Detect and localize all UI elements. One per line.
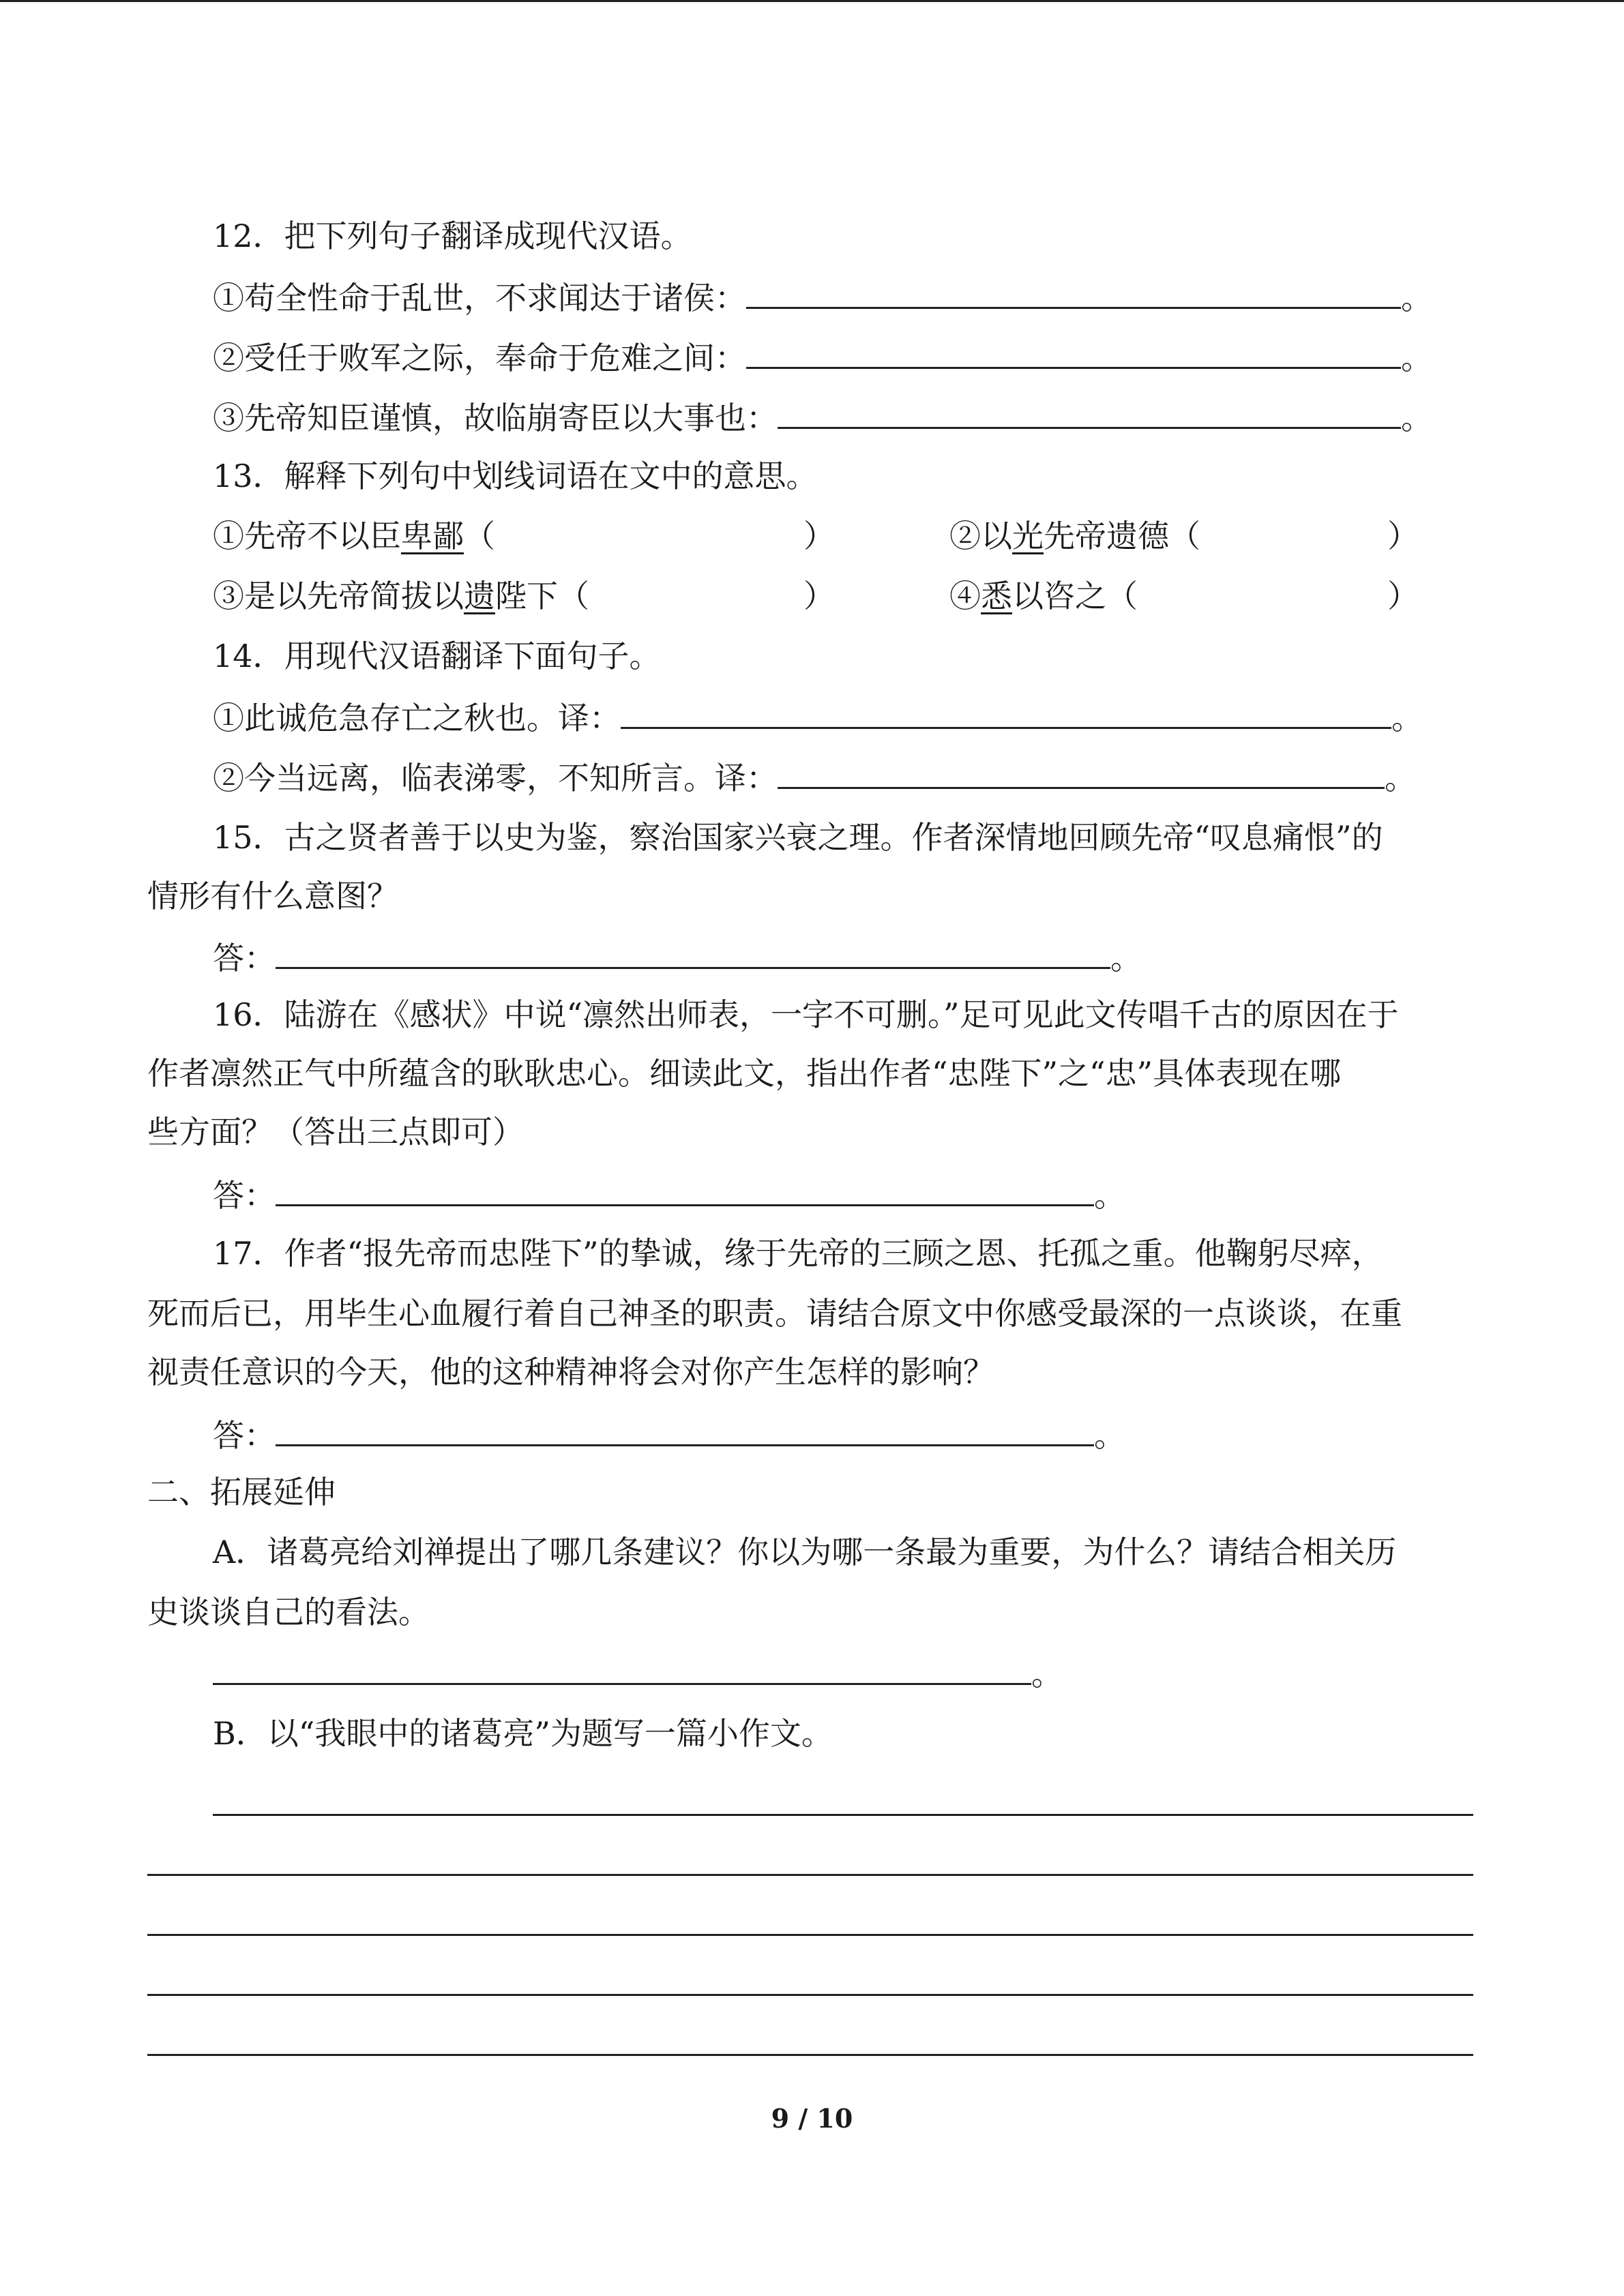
q17-line-3: 视责任意识的今天，他的这种精神将会对你产生怎样的影响？ xyxy=(147,1354,994,1390)
q16-line-2: 作者凛然正气中所蕴含的耿耿忠心。细读此文，指出作者“忠陛下”之“忠”具体表现在哪 xyxy=(147,1055,1342,1092)
q17-line-1: 17．作者“报先帝而忠陛下”的挚诚，缘于先帝的三顾之恩、托孤之重。他鞠躬尽瘁， xyxy=(213,1235,1383,1272)
q13-item-1: ①先帝不以臣卑鄙（ xyxy=(213,518,495,554)
section2-b-title: B．以“我眼中的诸葛亮”为题写一篇小作文。 xyxy=(213,1715,833,1752)
q12-answer-2-blank[interactable] xyxy=(746,337,1401,369)
q13-underlined-word-3: 遗 xyxy=(464,578,495,614)
section2-a-answer: 。 xyxy=(213,1653,1063,1691)
q12-item-2: ②受任于败军之际，奉命于危难之间： 。 xyxy=(213,337,1432,375)
section2-title: 二、拓展延伸 xyxy=(147,1474,336,1510)
q13-close-1: ） xyxy=(803,518,835,554)
q16-answer-blank[interactable] xyxy=(276,1174,1094,1206)
q13-close-2: ） xyxy=(1387,518,1419,554)
q13-item-4: ④悉以咨之（ xyxy=(949,578,1138,614)
section2-a-answer-blank[interactable] xyxy=(213,1653,1031,1685)
q14-answer-2-blank[interactable] xyxy=(778,757,1385,789)
q15-answer: 答： 。 xyxy=(213,937,1142,975)
section2-a-line-1: A．诸葛亮给刘禅提出了哪几条建议？你以为哪一条最为重要，为什么？请结合相关历 xyxy=(213,1534,1397,1570)
q14-item-1: ①此诚危急存亡之秋也。译： 。 xyxy=(213,697,1423,735)
q14-answer-1-blank[interactable] xyxy=(621,697,1391,729)
essay-writing-line-2[interactable] xyxy=(147,1874,1473,1876)
q16-line-1: 16．陆游在《感状》中说“凛然出师表，一字不可删。”足可见此文传唱千古的原因在于 xyxy=(213,996,1399,1033)
q12-answer-3-blank[interactable] xyxy=(778,397,1401,429)
page-top-border xyxy=(0,0,1624,2)
q15-line-1: 15．古之贤者善于以史为鉴，察治国家兴衰之理。作者深情地回顾先帝“叹息痛恨”的 xyxy=(213,819,1383,856)
q13-item-2: ②以光先帝遗德（ xyxy=(949,518,1200,554)
q17-answer: 答： 。 xyxy=(213,1414,1125,1452)
q12-answer-1-blank[interactable] xyxy=(746,277,1401,309)
page-number: 9 / 10 xyxy=(771,2103,853,2134)
q13-underlined-word-4: 悉 xyxy=(981,578,1012,614)
q17-answer-blank[interactable] xyxy=(276,1414,1094,1446)
q13-title: 13．解释下列句中划线词语在文中的意思。 xyxy=(213,458,818,494)
q13-close-4: ） xyxy=(1387,578,1419,614)
q16-answer: 答： 。 xyxy=(213,1174,1125,1212)
essay-writing-line-3[interactable] xyxy=(147,1934,1473,1936)
q16-line-3: 些方面？（答出三点即可） xyxy=(147,1114,524,1150)
q12-item-1: ①苟全性命于乱世，不求闻达于诸侯： 。 xyxy=(213,277,1432,315)
q14-title: 14．用现代汉语翻译下面句子。 xyxy=(213,638,661,674)
q15-line-2: 情形有什么意图？ xyxy=(147,878,398,914)
q15-answer-blank[interactable] xyxy=(276,937,1110,969)
q12-title: 12．把下列句子翻译成现代汉语。 xyxy=(213,218,692,254)
q13-underlined-word-2: 光 xyxy=(1012,518,1044,554)
q14-item-2: ②今当远离，临表涕零，不知所言。译： 。 xyxy=(213,757,1416,795)
q13-item-3: ③是以先帝简拔以遗陛下（ xyxy=(213,578,589,614)
q13-close-3: ） xyxy=(803,578,835,614)
essay-writing-line-4[interactable] xyxy=(147,1994,1473,1996)
section2-a-line-2: 史谈谈自己的看法。 xyxy=(147,1594,430,1630)
q13-underlined-word-1: 卑鄙 xyxy=(401,518,464,554)
q12-item-3: ③先帝知臣谨慎，故临崩寄臣以大事也： 。 xyxy=(213,397,1432,435)
q17-line-2: 死而后已，用毕生心血履行着自己神圣的职责。请结合原文中你感受最深的一点谈谈，在重 xyxy=(147,1295,1402,1332)
essay-writing-line-5[interactable] xyxy=(147,2054,1473,2056)
essay-writing-line-1[interactable] xyxy=(213,1814,1473,1816)
